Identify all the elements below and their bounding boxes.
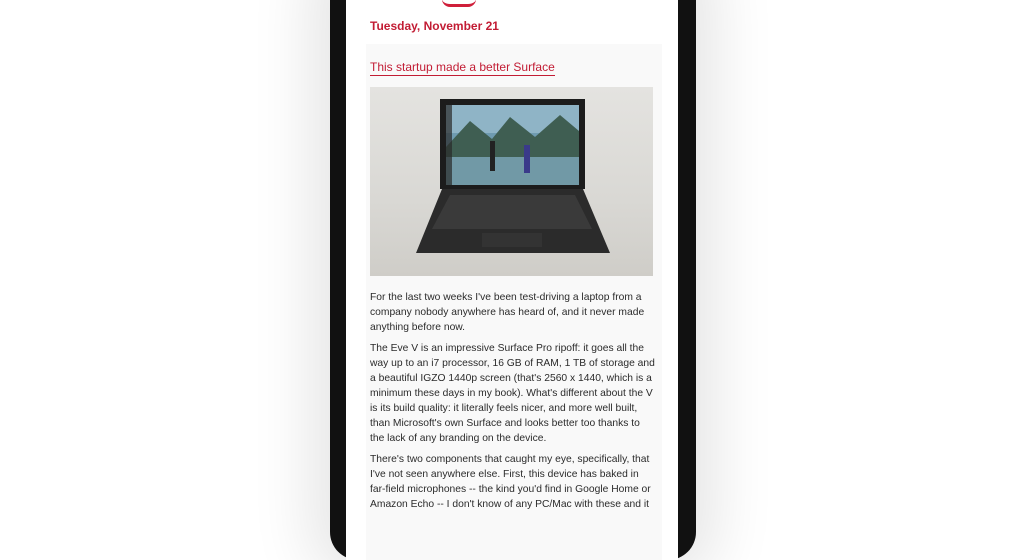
article-image[interactable] [370,87,653,276]
article-paragraph: For the last two weeks I've been test-driving a laptop from a company nobody anywhere has heard of, and it never made anything before now. [370,292,645,333]
newsletter-logo [442,0,476,7]
article-paragraph: The Eve V is an impressive Surface Pro ripoff: it goes all the way up to an i7 processor, 16 GB of RAM, 1 TB of storage and a beautiful IGZO 1440p screen (that's 2560 x 1440, which is a minimum these days in my book). What's different about the V is its build quality: it literally feels nicer, and more well built, than Microsoft's own Surface and looks better too thanks to the lack of any branding on the device. [370,343,655,444]
phone-screen [346,0,678,560]
laptop-trackpad [482,233,542,247]
newsletter-date: Tuesday, November 21 [370,19,499,33]
article-paragraph: There's two components that caught my eye, specifically, that I've not seen anywhere else. First, this device has baked in far-field microphones -- the kind you'd find in Google Home or Amazon Echo -- I don't know of any PC/Mac with these and it [370,454,651,510]
phone-frame [330,0,696,560]
article-headline-link[interactable]: This startup made a better Surface [370,60,555,74]
article-card [366,44,662,560]
laptop-photo [370,87,653,276]
article-body [370,290,655,518]
